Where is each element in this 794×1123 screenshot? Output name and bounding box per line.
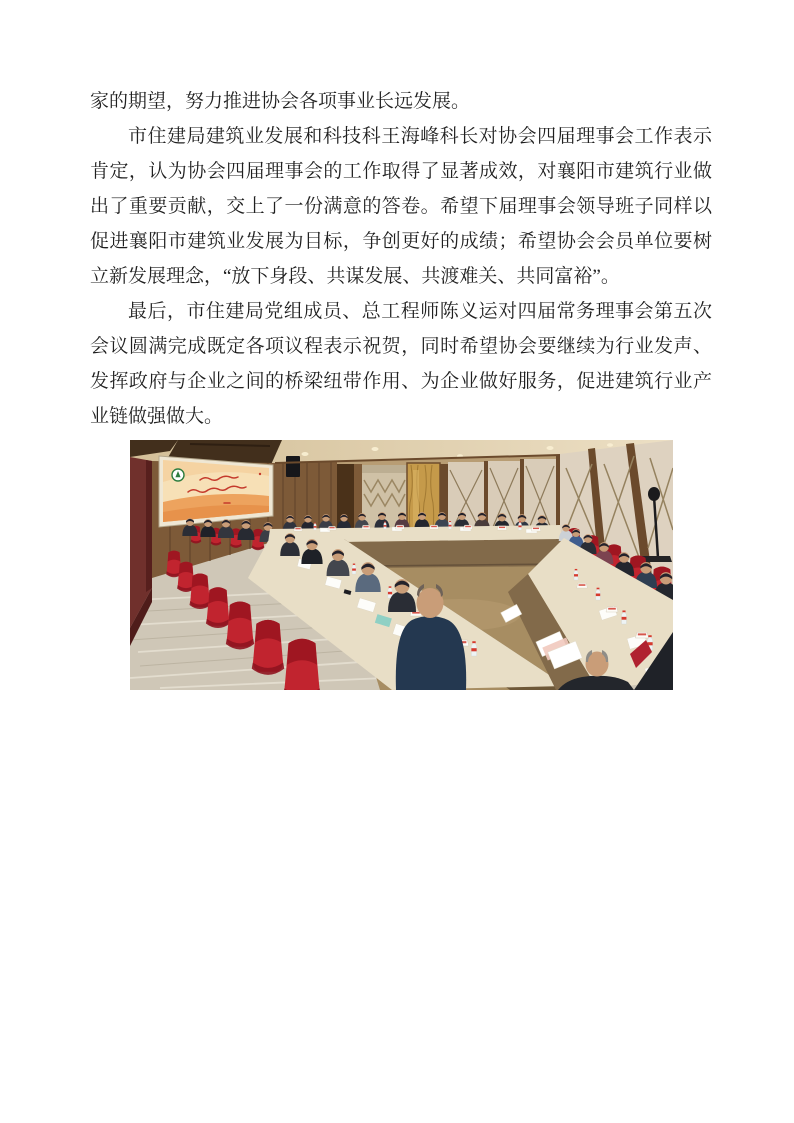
projection-screen — [159, 456, 273, 527]
article-body — [90, 84, 712, 434]
paragraph-3: 最后，市住建局党组成员、总工程师陈义运对四届常务理事会第五次会议圆满完成既定各项议程表示祝贺，同时希望协会要继续为行业发声、发挥政府与企业之间的桥梁纽带作用、为企业做好服务，促进建筑行业产业链做强做大。 — [90, 301, 712, 427]
paragraph-2: 市住建局建筑业发展和科技科王海峰科长对协会四届理事会工作表示肯定，认为协会四届理事会的工作取得了显著成效，对襄阳市建筑行业做出了重要贡献，交上了一份满意的答卷。希望下届理事会领导班子同样以促进襄阳市建筑业发展为目标，争创更好的成绩；希望协会会员单位要树立新发展理念，“放下身段、共谋发展、共渡难关、共同富裕”。 — [90, 126, 712, 287]
meeting-photo — [130, 440, 673, 690]
meeting-photo-graphic — [130, 440, 673, 690]
slide-logo — [172, 469, 184, 481]
wall-speaker — [286, 456, 300, 477]
paragraph-1: 家的期望，努力推进协会各项事业长远发展。 — [90, 91, 471, 112]
